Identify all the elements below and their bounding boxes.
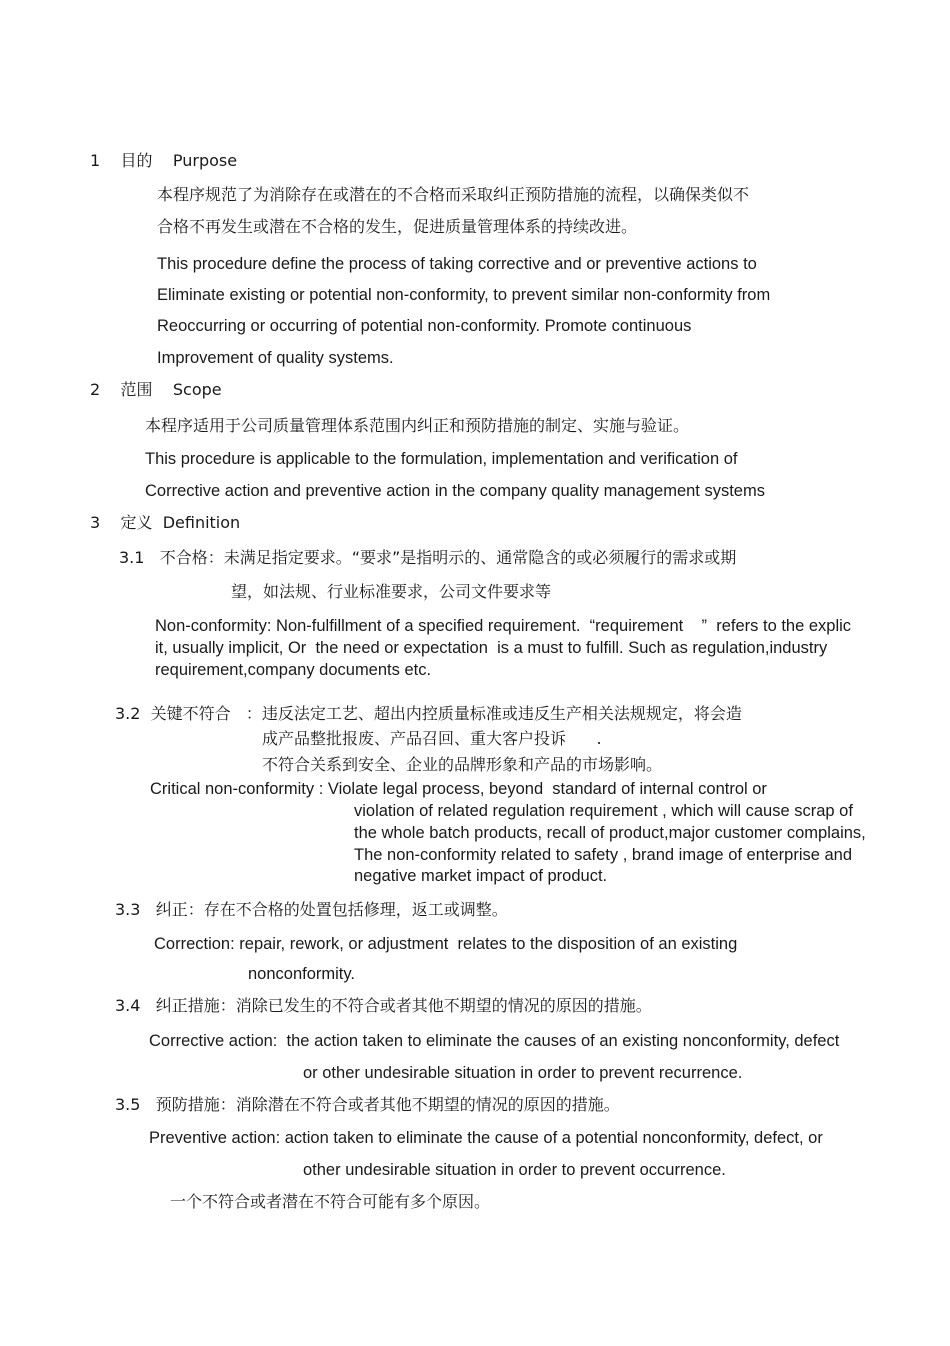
scope-en-line-2: Corrective action and preventive action in the company quality management systems: [145, 482, 765, 500]
section-2-heading: 2 范围 Scope: [90, 380, 222, 399]
def-3-2-en-line-3: the whole batch products, recall of product,major customer complains,: [354, 824, 866, 842]
def-3-3-en-line-2: nonconformity.: [248, 965, 355, 983]
def-3-5-en-line-1: Preventive action: action taken to eliminate the cause of a potential nonconformity, defect, or: [149, 1129, 823, 1147]
def-3-1-zh-line-1: 3.1 不合格：未满足指定要求。“要求”是指明示的、通常隐含的或必须履行的需求或期: [119, 548, 737, 567]
purpose-en-line-2: Eliminate existing or potential non-conformity, to prevent similar non-conformity from: [157, 286, 771, 304]
section-1-heading: 1 目的 Purpose: [90, 151, 238, 170]
def-3-4-zh-line: 3.4 纠正措施：消除已发生的不符合或者其他不期望的情况的原因的措施。: [115, 996, 652, 1015]
def-3-2-zh-line-1: 3.2 关键不符合 ：违反法定工艺、超出内控质量标准或违反生产相关法规规定，将会造: [115, 704, 742, 723]
def-3-5-en-line-2: other undesirable situation in order to prevent occurrence.: [303, 1161, 726, 1179]
purpose-en-line-4: Improvement of quality systems.: [157, 349, 394, 367]
def-3-2-en-line-1: Critical non-conformity : Violate legal process, beyond standard of internal control or: [150, 780, 767, 798]
purpose-en-line-1: This procedure define the process of taking corrective and or preventive actions to: [157, 255, 757, 273]
purpose-zh-line-1: 本程序规范了为消除存在或潜在的不合格而采取纠正预防措施的流程，以确保类似不: [157, 185, 750, 204]
def-3-5-zh-line: 3.5 预防措施：消除潜在不符合或者其他不期望的情况的原因的措施。: [115, 1095, 620, 1114]
def-3-2-en-line-5: negative market impact of product.: [354, 867, 608, 885]
def-3-1-en-line-2: it, usually implicit, Or the need or expectation is a must to fulfill. Such as regulation,industry: [155, 639, 828, 657]
scope-en-line-1: This procedure is applicable to the formulation, implementation and verification of: [145, 450, 738, 468]
def-3-5-note: 一个不符合或者潜在不符合可能有多个原因。: [170, 1192, 491, 1211]
purpose-en-line-3: Reoccurring or occurring of potential non-conformity. Promote continuous: [157, 317, 692, 335]
def-3-4-en-line-2: or other undesirable situation in order to prevent recurrence.: [303, 1064, 743, 1082]
def-3-3-zh-line: 3.3 纠正：存在不合格的处置包括修理，返工或调整。: [115, 900, 508, 919]
def-3-2-zh-line-2: 成产品整批报废、产品召回、重大客户投诉 .: [262, 729, 602, 748]
def-3-3-en-line-1: Correction: repair, rework, or adjustment relates to the disposition of an existing: [154, 935, 738, 953]
purpose-zh-line-2: 合格不再发生或潜在不合格的发生，促进质量管理体系的持续改进。: [157, 217, 638, 236]
def-3-1-en-line-1: Non-conformity: Non-fulfillment of a specified requirement. “requirement ” refers to the explic: [155, 617, 852, 635]
def-3-2-en-line-2: violation of related regulation requirement , which will cause scrap of: [354, 802, 853, 820]
def-3-2-zh-line-3: 不符合关系到安全、企业的品牌形象和产品的市场影响。: [262, 755, 663, 774]
scope-zh-line: 本程序适用于公司质量管理体系范围内纠正和预防措施的制定、实施与验证。: [145, 416, 690, 435]
section-3-heading: 3 定义 Definition: [90, 513, 241, 532]
def-3-4-en-line-1: Corrective action: the action taken to eliminate the causes of an existing nonconformity, defect: [149, 1032, 840, 1050]
def-3-1-en-line-3: requirement,company documents etc.: [155, 661, 432, 679]
def-3-2-en-line-4: The non-conformity related to safety , brand image of enterprise and: [354, 846, 853, 864]
def-3-1-zh-line-2: 望，如法规、行业标准要求，公司文件要求等: [231, 582, 552, 601]
